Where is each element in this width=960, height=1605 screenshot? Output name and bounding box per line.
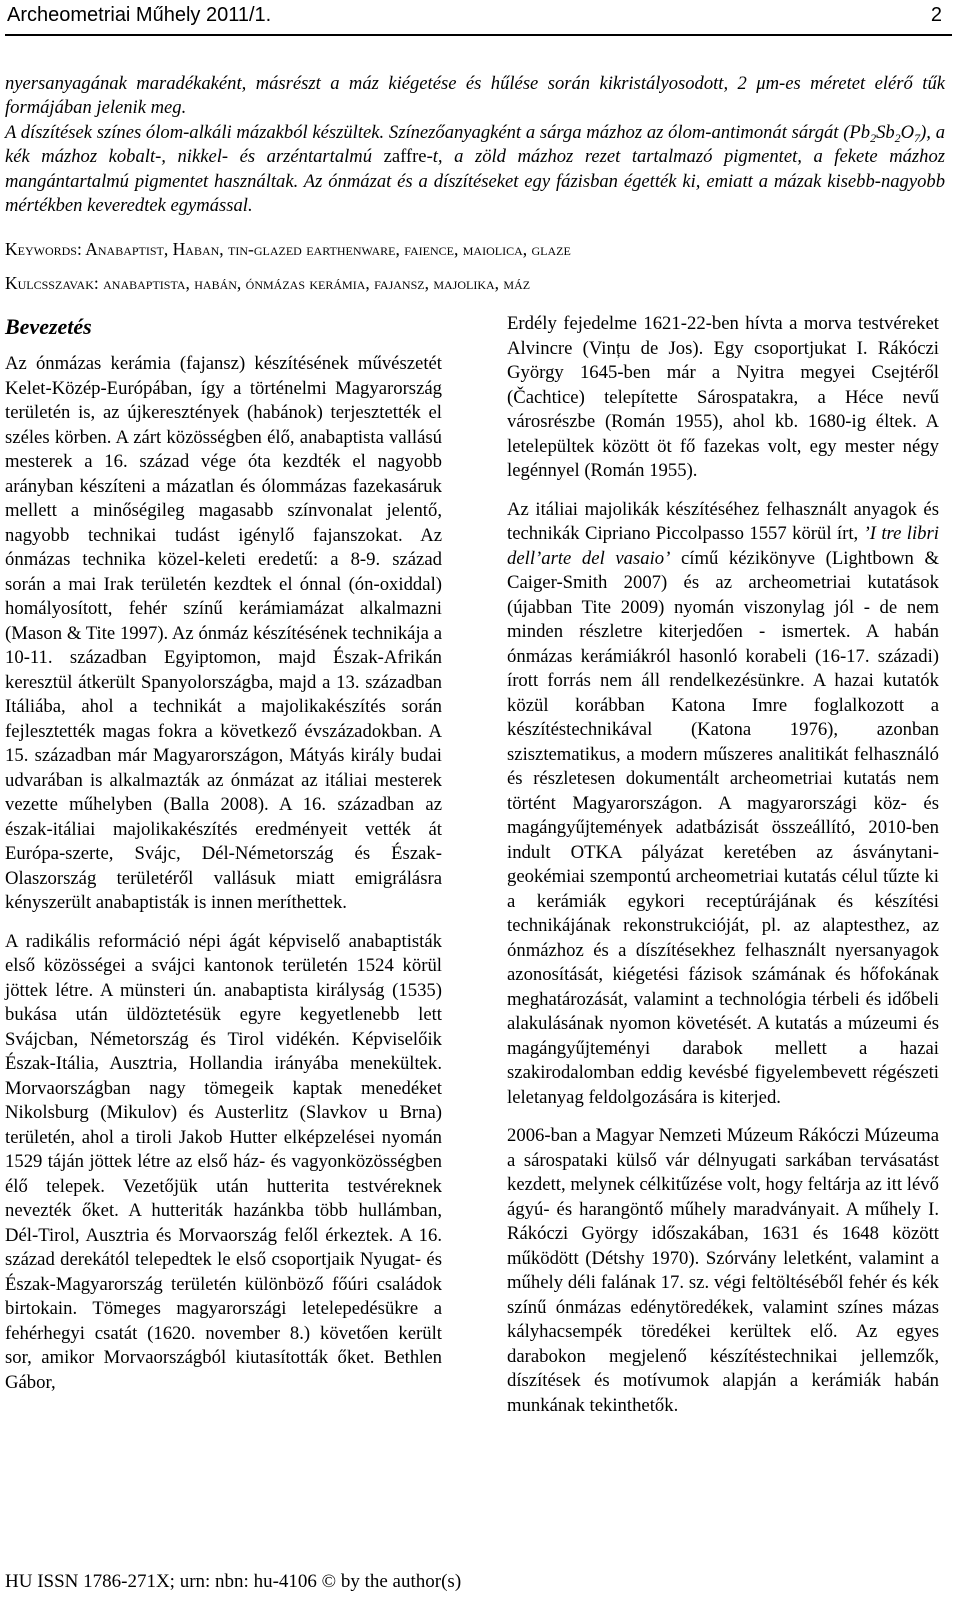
header-rule [5, 34, 952, 36]
abstract-text: O [900, 121, 915, 143]
subscript: 2 [870, 130, 877, 145]
footer-text: HU ISSN 1786-271X; urn: nbn: hu-4106 © by the author(s) [5, 1571, 462, 1592]
subscript: 2 [894, 130, 901, 145]
book-title: ’I tre libri dell’arte del vasaio’ [507, 523, 939, 569]
body-text: című kézikönyve (Lightbown & Caiger-Smith 2007) és az archeometriai kutatások (újabban Tite 2009) nyomán viszonylag jól - de nem minden részletre kiterjedően - ismertek. A habán ónmázas kerámiákról hasonló korabeli (16-17. századi) írott forrás nem áll rendelkezésünkre. A hazai kutatók közül korábban Katona Imre foglalkozott a készítéstechnikával (Katona 1976), azonban szisztematikus, a modern műszeres analitikát felhasználó és részletesen dokumentált archeometriai kutatás nem történt Magyarországon. A magyarországi köz- és magángyűjtemények adatbázisát összeállító, 2010-ben indult OTKA pályázat keretében az ásványtani-geokémiai szempontú archeometriai kutatás célul tűzte ki a kerámiák egykori receptúrájának és készítési technikájának rekonstrukcióját, pl. az alaptesthez, az ónmázhoz és a díszítésekhez felhasznált nyersanyagok azonosítását, kiégetési fázisok számának és hőfokának meghatározását, valamint a technológia térbeli és időbeli alakulásának nyomon követését. A kutatás a múzeumi és magángyűjteményi darabok mellett a hazai szakirodalomban eddig kevésbé figyelembevett régészeti leletanyag feldolgozására is kiterjed. [507, 547, 939, 1108]
body-paragraph [507, 498, 939, 1111]
abstract-text: A díszítések színes ólom-alkáli mázakból készültek. Színezőanyagként a sárga mázhoz az ólom-antimonát sárgát (Pb [5, 121, 871, 143]
zaffre-term: zaffre [383, 146, 427, 168]
page-number: 2 [930, 4, 942, 26]
abstract-text: ), a kék mázhoz kobalt-, nikkel- és arzéntartalmú [5, 121, 945, 168]
abstract-text: Sb [876, 121, 895, 143]
body-paragraph: Az ónmázas kerámia (fajansz) készítésének művészetét Kelet-Közép-Európában, így a történelmi Magyarország területén is, az újkeresztények (habánok) terjesztették el széles körben. A zárt közösségben élő, anabaptista vallású mesterek a 16. század vége óta kezdték el nagyobb arányban készíteni a mázatlan és ólommázas fazekasáruk mellett a minőségileg magasabb színvonalat jelentő, nagyobb technikai tudást igénylő fajanszokat. Az ónmázas technika közel-keleti eredetű: a 8-9. század során a mai Irak területén kezdtek el ónnal (ón-oxiddal) homályosított, fehér színű kerámiamázat alkalmazni (Mason & Tite 1997). Az ónmáz készítésének technikája a 10-11. században Egyiptomon, majd Észak-Afrikán keresztül átkerült Spanyolországba, majd a 13. században Itáliába, ahol a technikát a majolikakészítés során fejlesztették magas fokra a következő évszázadokban. A 15. században már Magyarországon, Mátyás király budai udvarában is alkalmazták az ónmázat az itáliai mesterek vezette műhelyben (Balla 2008). A 16. században az észak-itáliai majolikakészítés eredményeit vették át Európa-szerte, Svájc, Dél-Németország és Észak-Olaszország területéről vallásuk miatt emigrálásra kényszerült anabaptisták is innen meríthettek. [5, 353, 442, 913]
body-paragraph: Erdély fejedelme 1621-22-ben hívta a morva testvéreket Alvincre (Vințu de Jos). Egy csoportjukat I. Rákóczi György 1645-ben már a Nyitra megyei Csejtéről (Čachtice) telepítette Sárospatakra, a Héce nevű városrészbe (Román 1955), ahol kb. 1680-ig éltek. A letelepültek között öt fő fazekas volt, egy mester négy legénnyel (Román 1955). [507, 313, 939, 481]
body-paragraph: 2006-ban a Magyar Nemzeti Múzeum Rákóczi Múzeuma a sárospataki külső vár délnyugati sarkában tervásatást kezdett, melynek célkitűzése volt, hogy feltárja az itt lévő ágyú- és harangöntő műhely maradványait. A műhely I. Rákóczi György időszakában, 1631 és 1648 között működött (Détshy 1970). Szórvány leletként, valamint a műhely déli falának 17. sz. végi feltöltéséből fehér és kék színű ónmázas edénytöredékek, valamint színes mázas kályhacsempék töredékei kerültek elő. Az egyes darabokon megjelenő készítéstechnikai jellemzők, díszítések és motívumok alapján a kerámiák habán munkának tekinthetők. [507, 1125, 939, 1416]
right-column [507, 312, 939, 1432]
subscript: 7 [914, 130, 921, 145]
body-paragraph: A radikális reformáció népi ágát képviselő anabaptisták első közösségei a svájci kantonok területén 1524 körül jöttek létre. A münsteri ún. anabaptista királyság (1535) bukása után üldöztetésük egyre kegyetlenebb lett Svájcban, Németország és Tirol vidékén. Képviselőik Észak-Itália, Ausztria, Hollandia irányába menekültek. Morvaországban nagy tömegeik kaptak menedéket Nikolsburg (Mikulov) és Austerlitz (Slavkov u Brna) területén, ahol a tiroli Jakob Hutter elképzelései nyomán 1529 táján jöttek létre az első ház- és vagyonközösségben élő telepek. Vezetőjük után hutterita testvéreknek nevezték őket. A hutteriták hazánkba több hullámban, Dél-Tirol, Ausztria és Morvaország felől érkeztek. A 16. század derekától telepedtek le első csoportjaik Nyugat- és Észak-Magyarország területén különböző főúri családok birtokain. Tömeges magyarországi letelepedésükre a fehérhegyi csatát (1620. november 8.) követően került sor, amikor Morvaországból kiutasították őket. Bethlen Gábor, [5, 930, 442, 1393]
abstract-paragraph-1: nyersanyagának maradékaként, másrészt a máz kiégetése és hűlése során kikristályosodott, 2 μm-es méretet elérő tűk formájában jelenik meg. [5, 73, 945, 119]
page-footer [5, 1570, 461, 1594]
abstract [5, 72, 945, 218]
left-column [5, 312, 442, 1409]
journal-title: Archeometriai Műhely 2011/1. [7, 4, 272, 26]
keywords-english: Keywords: Anabaptist, Haban, tin-glazed earthenware, faience, maiolica, glaze [5, 239, 571, 259]
body-text: Az itáliai majolikák készítéséhez felhasznált anyagok és technikák Cipriano Piccolpasso 1557 körül írt, [507, 498, 939, 544]
running-header [5, 0, 952, 42]
abstract-paragraph-2 [5, 121, 945, 219]
section-title: Bevezetés [5, 314, 92, 339]
keywords-hungarian: Kulcsszavak: anabaptista, habán, ónmázas kerámia, fajansz, majolika, máz [5, 273, 531, 293]
abstract-text: -t, a zöld mázhoz rezet tartalmazó pigmentet, a fekete mázhoz mangántartalmú pigmentet használtak. Az ónmázat és a díszítéseket egy fázisban égették ki, emiatt a mázak kisebb-nagyobb mértékben keveredtek egymással. [5, 146, 945, 217]
